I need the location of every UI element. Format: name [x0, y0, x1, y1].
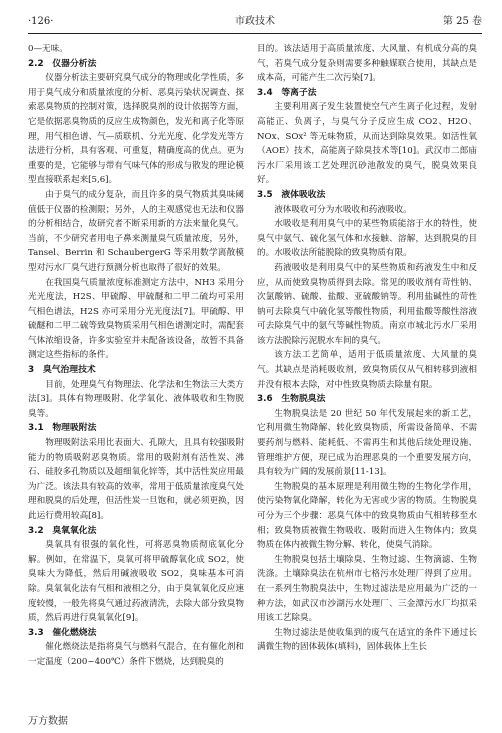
header-rule: [28, 33, 482, 34]
journal-name: 市政技术: [235, 16, 275, 27]
section-heading: 3.5 液体吸收法: [257, 189, 326, 200]
section-heading: 3.6 生物脱臭法: [257, 394, 326, 405]
left-column: [28, 42, 244, 670]
wanfang-watermark: 万方数据: [28, 716, 68, 727]
paragraph: 生物脱臭包括土壤除臭、生物过滤、生物滴滤、生物洗涤。土壤除臭法在杭州市七格污水处理厂得到了应用。在一系列生物脱臭法中，生物过滤法是应用最为广泛的一种方法，如武汉市沙湖污水处理厂、三金潭污水厂均拟采用该工艺除臭。: [257, 554, 477, 624]
running-header: [28, 14, 482, 30]
paragraph: 在我国臭气质量浓度标准测定方法中，NH3 采用分光光度法，H2S、甲硫醇、甲硫醚和二甲二硫均可采用气相色谱法，H2S 亦可采用分光光度法[7]。甲硫醇、甲硫醚和二甲二硫等致臭物质采用气相色谱测定时，需配套气体浓缩设备，许多实验室并未配备该设备，故暂不具备测定这些指标的条件。: [28, 277, 244, 361]
paragraph: 物理吸附法采用比表面大、孔隙大，且具有较强吸附能力的物质吸附恶臭物质。常用的吸附剂有活性炭、沸石、硅胶多孔物质以及超细氧化锌等，其中活性炭应用最为广泛。该法具有较高的效率，常用于低质量浓度臭气处理和脱臭的后处理，但活性炭一旦饱和，就必须更换，因此运行费用较高[8]。: [28, 438, 244, 521]
paragraph: 仪器分析法主要研究臭气成分的物理或化学性质，多用于臭气成分和质量浓度的分析、恶臭污染状况调查、探索恶臭物质的控制对策，选择脱臭剂的设计依据等方面，它是依据恶臭物质的反应生成物颜色，发光和离子化等原理，用气相色谱、气—质联机、分光光度、化学发光等方法进行分析，具有客观、可重复，精确度高的优点。更为重要的是，它能够与带有气味气体的形成与散发的理论模型直接联系起来[5,6]。: [28, 73, 244, 186]
section-heading: 2.2 仪器分析法: [28, 58, 97, 69]
paragraph: 催化燃烧法是指将臭气与燃料气混合，在有催化剂和一定温度（200~400℃）条件下燃烧，达到脱臭的: [28, 642, 244, 667]
right-column: [257, 42, 477, 655]
paragraph: 生物脱臭法是 20 世纪 50 年代发展起来的新工艺，它利用微生物降解、转化致臭物质，所需设备简单、不需要药剂与燃料、能耗低、不需再生和其他后续处理设施、管理维护方便，现已成为治理恶臭的一个重要发展方向，具有较为广阔的发展前景[11-13]。: [257, 408, 477, 478]
paragraph: 生物脱臭的基本原理是利用微生物的生物化学作用，使污染物氧化降解，转化为无害或少害的物质。生物脱臭可分为三个步骤：恶臭气体中的致臭物质由气相转移至水相；致臭物质被微生物吸收、吸附而进入生物体内；致臭物质在体内被微生物分解、转化，使臭气消除。: [257, 481, 477, 551]
paragraph: 水吸收是利用臭气中的某些物质能溶于水的特性，使臭气中氨气、硫化氢气体和水接触、溶解，达到脱臭的目的。水吸收法所能脱除的致臭物质有限。: [257, 219, 477, 259]
paragraph: 主要利用离子发生装置使空气产生离子化过程，发射高能正、负离子，与臭气分子反应生成 CO2、H2O、NOx、SOx² 等无味物质，从而达到除臭效果。如活性氧（AOE）技术，高能离子除臭技术等[10]。武汉市二郎庙污水厂采用该工艺处理沉砂池散发的臭气，脱臭效果良好。: [257, 102, 477, 186]
paragraph: 目的。该法适用于高质量浓度、大风量、有机成分高的臭气，若臭气成分复杂则需要多种触媒联合使用，其缺点是成本高，可能产生二次污染[7]。: [257, 44, 477, 84]
section-heading: 3 臭气治理技术: [28, 365, 96, 376]
paragraph: 液体吸收可分为水吸收和药液吸收。: [274, 204, 412, 215]
paragraph: 由于臭气的成分复杂，而且许多的臭气物质其臭味阈值低于仪器的检测限；另外，人的主观感觉也无法和仪器的分析相结合，故研究者不断采用新的方法来量化臭气。当前，不少研究者用电子鼻来测量臭气质量浓度，另外，Tansel、Berrin 和 SchaubergerG 等采用数学离散模型对污水厂臭气进行预测分析也取得了很好的效果。: [28, 189, 244, 273]
paragraph: 该方法工艺简单，适用于低质量浓度、大风量的臭气。其缺点是消耗吸收剂，致臭物质仅从气相转移到液相并没有根本去除，对中性致臭物质去除量有限。: [257, 350, 477, 390]
paragraph: 臭氧具有很强的氧化性，可将恶臭物质彻底氧化分解。例如，在常温下，臭氧可将甲硫醇氧化成 SO2，使臭味大为降低，然后用碱液吸收 SO2，臭味基本可消除。臭氧氧化法有气相和液相之分，由于臭氧氧化反应速度较慢，一般先将臭气通过药液清洗，去除大部分致臭物质，然后再进行臭氧氧化[9]。: [28, 540, 244, 624]
volume-label: 第 25 卷: [442, 16, 482, 27]
paragraph: 生物过滤法是使收集到的废气在适宜的条件下通过长满微生物的固体载体(填料)，固体载体上生长: [257, 627, 477, 653]
page-number: ·126·: [28, 16, 54, 27]
section-heading: 3.4 等离子法: [257, 87, 317, 98]
section-heading: 3.2 臭氧氧化法: [28, 525, 97, 536]
paragraph: 目前，处理臭气有物理法、化学法和生物法三大类方法[3]。具体有物理吸附、化学氧化、液体吸收和生物脱臭等。: [28, 379, 244, 419]
section-heading: 3.1 物理吸附法: [28, 423, 97, 434]
paragraph: 0—无味。: [28, 44, 68, 54]
section-heading: 3.3 催化燃烧法: [28, 627, 97, 638]
paragraph: 药液吸收是利用臭气中的某些物质和药液发生中和反应，从而使致臭物质得到去除。常见的吸收剂有苛性钠、次氯酸钠、硫酸、盐酸、亚硫酸钠等。利用盐碱性的苛性钠可去除臭气中硫化氢等酸性物质，利用盐酸等酸性溶液可去除臭气中的氨气等碱性物质。南京市城北污水厂采用该方法脱除污泥脱水车间的臭气。: [257, 262, 477, 346]
